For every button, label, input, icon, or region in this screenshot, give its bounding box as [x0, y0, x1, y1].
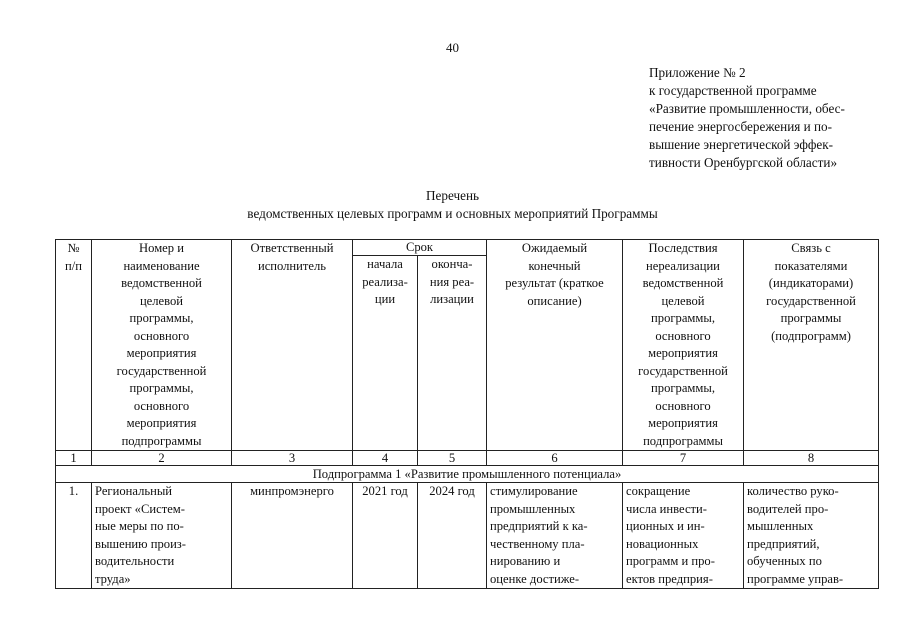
- document-subtitle: ведомственных целевых программ и основных мероприятий Программы: [247, 206, 658, 221]
- header-name: Номер и наименование ведомственной целевой программы, основного мероприятия государственной программы, основного мероприятия подпрограммы: [92, 240, 232, 451]
- column-number: 6: [487, 451, 623, 466]
- row-num: 1.: [56, 483, 92, 589]
- appendix-line: тивности Оренбургской области»: [649, 155, 838, 170]
- column-number: 4: [353, 451, 418, 466]
- appendix-line: вышение энергетической эффек-: [649, 137, 834, 152]
- column-number: 8: [744, 451, 879, 466]
- row-responsible: минпромэнерго: [232, 483, 353, 589]
- column-number: 2: [92, 451, 232, 466]
- header-expected: Ожидаемый конечный результат (краткое описание): [487, 240, 623, 451]
- row-start: 2021 год: [353, 483, 418, 589]
- column-number: 1: [56, 451, 92, 466]
- appendix-block: [649, 64, 899, 172]
- header-num: № п/п: [56, 240, 92, 451]
- table-row: [56, 483, 879, 589]
- row-name: Региональный проект «Систем- ные меры по по- вышению произ- водительности труда»: [92, 483, 232, 589]
- column-number: 7: [623, 451, 744, 466]
- subprogram-heading: Подпрограмма 1 «Развитие промышленного потенциала»: [56, 466, 879, 483]
- programs-table: [55, 239, 879, 589]
- header-link: Связь с показателями (индикаторами) государственной программы (подпрограмм): [744, 240, 879, 451]
- column-number: 5: [418, 451, 487, 466]
- header-consequences: Последствия нереализации ведомственной целевой программы, основного мероприятия государственной программы, основного мероприятия подпрограммы: [623, 240, 744, 451]
- row-consequences: сокращение числа инвести- ционных и ин- новационных программ и про- ектов предприя-: [623, 483, 744, 589]
- appendix-line: Приложение № 2: [649, 65, 746, 80]
- header-responsible: Ответственный исполнитель: [232, 240, 353, 451]
- appendix-line: к государственной программе: [649, 83, 817, 98]
- header-term-start: начала реализа- ции: [353, 256, 418, 451]
- row-expected: стимулирование промышленных предприятий к ка- чественному пла- нированию и оценке достиже-: [487, 483, 623, 589]
- appendix-line: печение энергосбережения и по-: [649, 119, 833, 134]
- column-number: 3: [232, 451, 353, 466]
- document-title: Перечень: [425, 188, 480, 203]
- header-term-end: оконча- ния реа- лизации: [418, 256, 487, 451]
- page-number: 40: [446, 40, 459, 55]
- row-end: 2024 год: [418, 483, 487, 589]
- header-term: Срок: [353, 240, 487, 256]
- appendix-line: «Развитие промышленности, обес-: [649, 101, 845, 116]
- row-link: количество руко- водителей про- мышленных предприятий, обученных по программе управ-: [744, 483, 879, 589]
